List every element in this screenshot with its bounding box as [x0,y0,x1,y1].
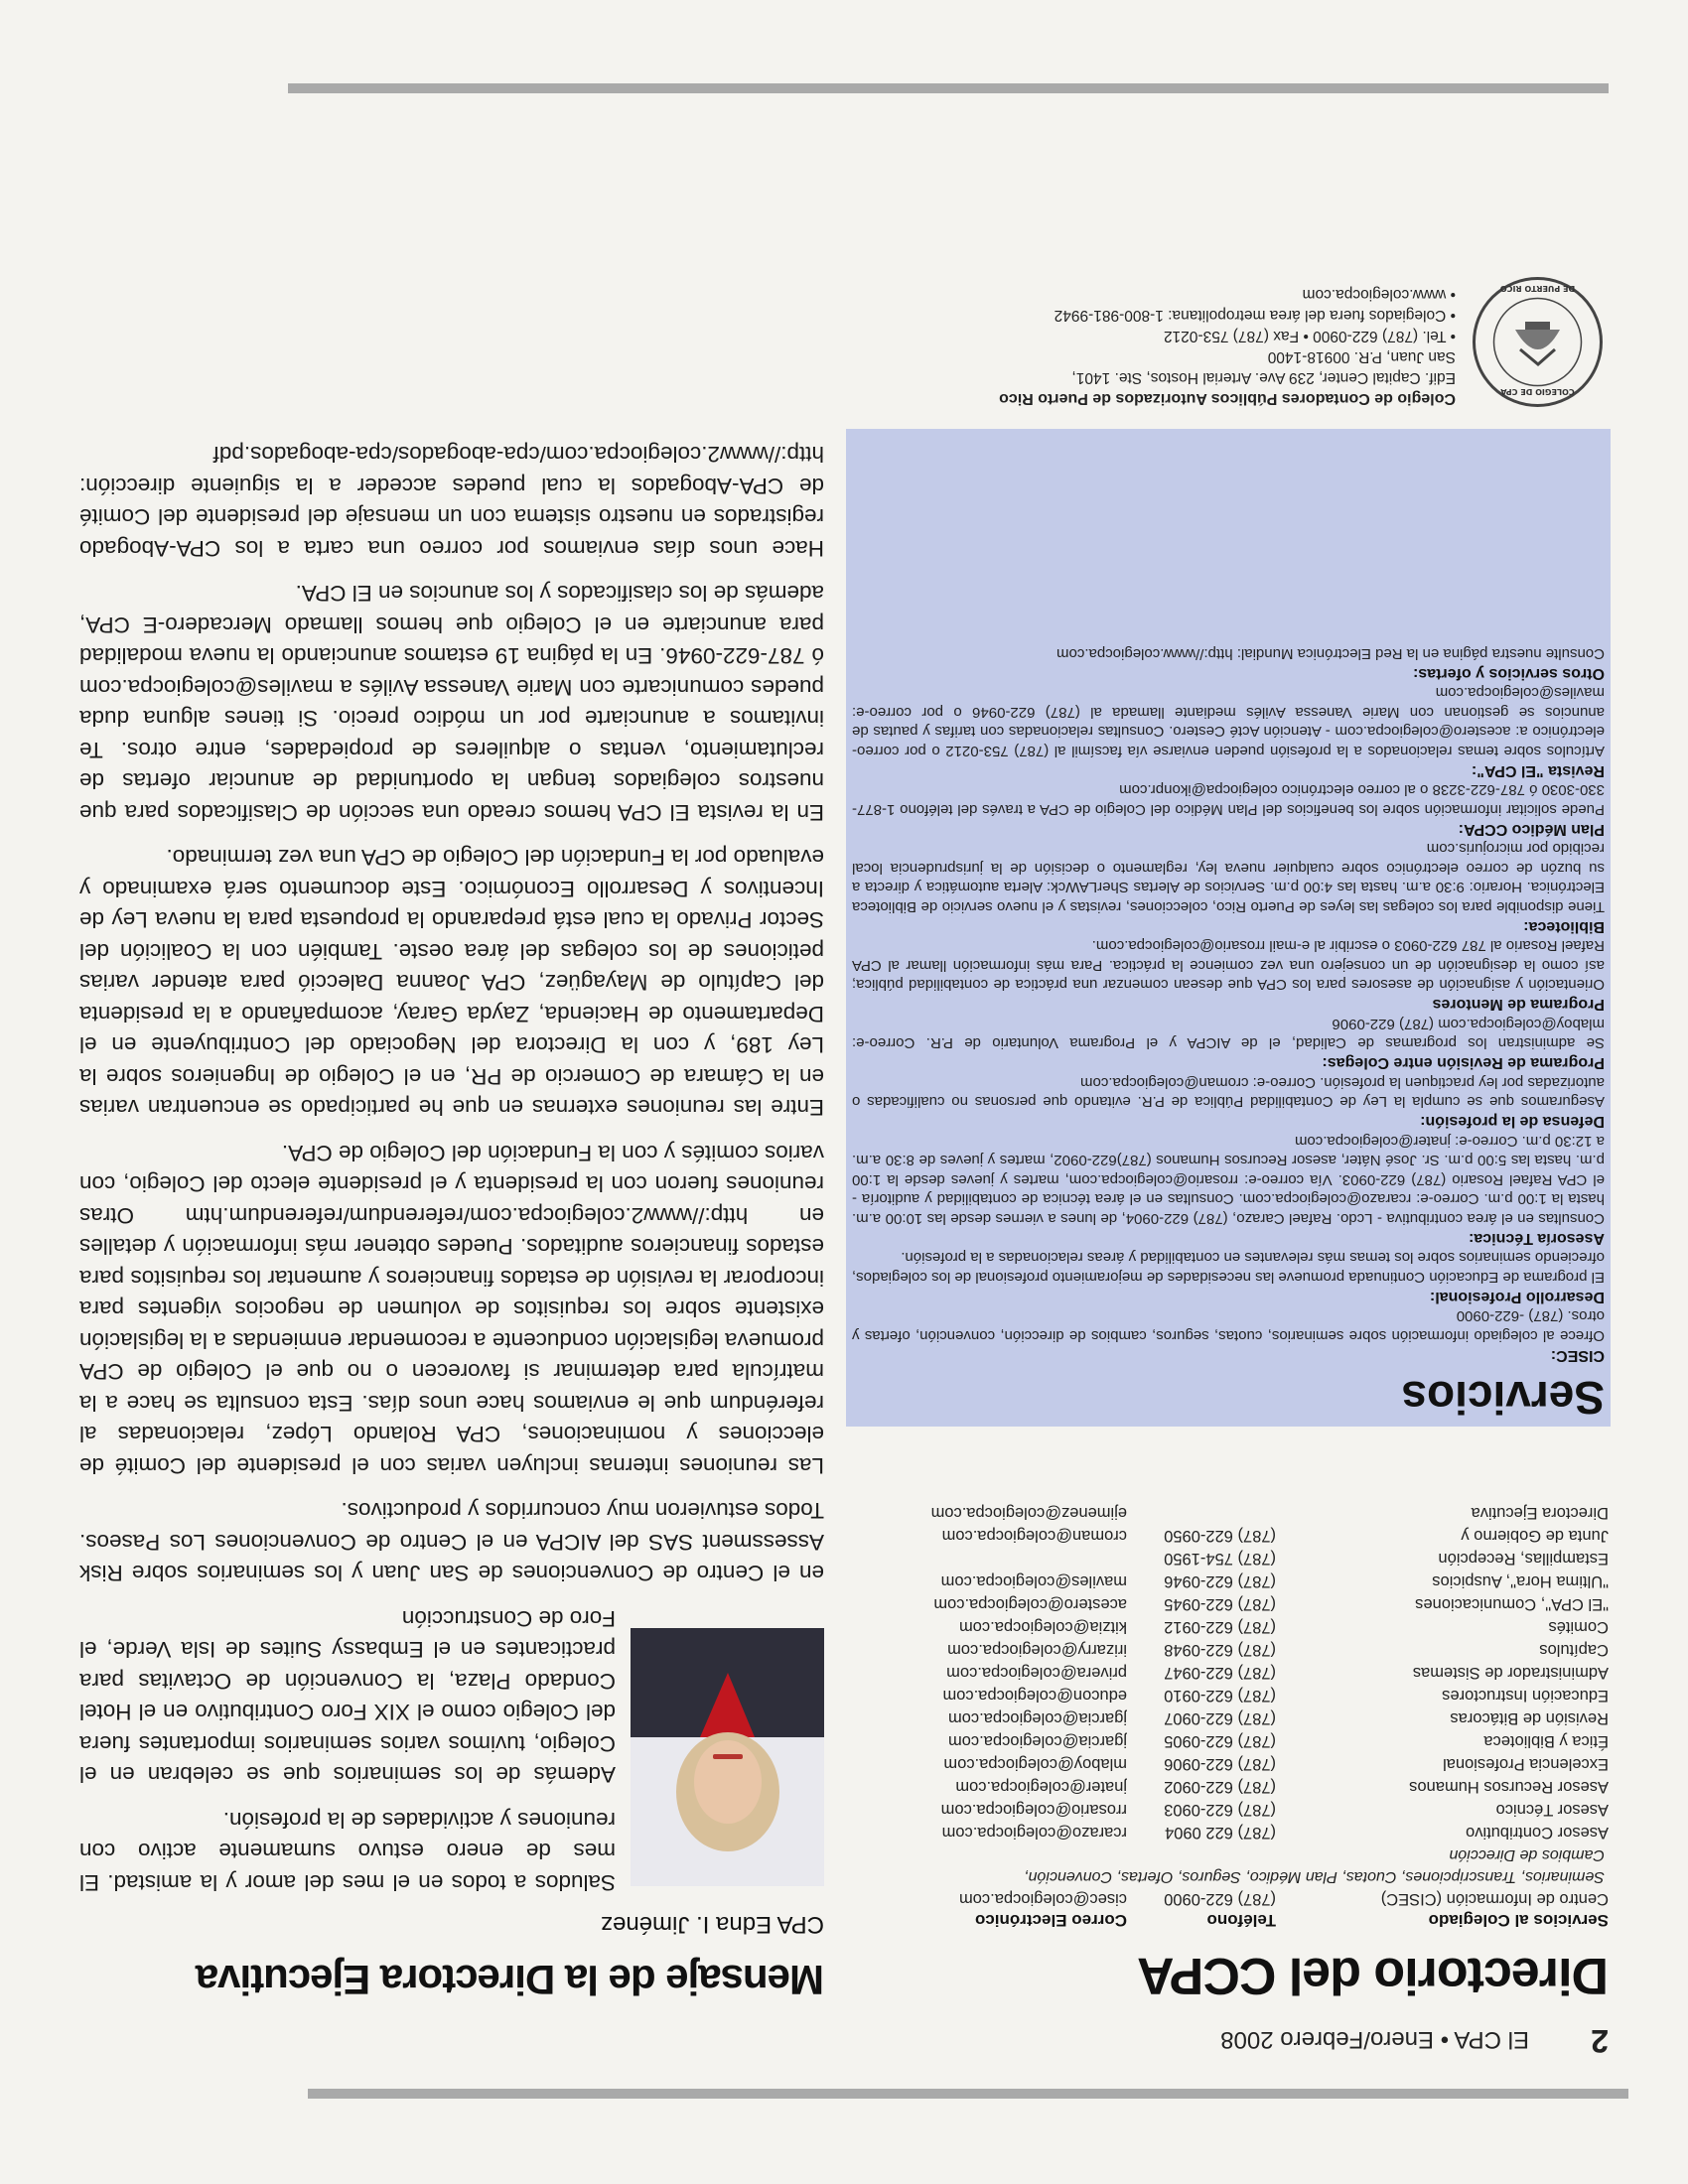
svg-text:COLEGIO DE CPA: COLEGIO DE CPA [1500,387,1575,396]
directory-service-name: Revisión de Bitácoras [1450,1709,1609,1727]
directory-phone: (787) 622-0902 [1164,1778,1276,1796]
directory-row [854,1638,1609,1661]
svg-text:DE PUERTO RICO: DE PUERTO RICO [1499,284,1576,293]
directory-email[interactable]: privera@colegiocpa.com [946,1664,1127,1682]
directory-phone: (787) 622-0946 [1164,1572,1276,1590]
directory-email[interactable]: irizarry@colegiocpa.com [947,1641,1127,1659]
directory-service-name: Comités [1548,1618,1609,1636]
directory-phone: (787) 622-0945 [1164,1595,1276,1613]
directory-row [854,1547,1609,1570]
service-text: El programa de Educación Continuada promueve las necesidades de mejoramiento profesional de los colegiados, ofreciendo seminarios sobre los temas más relevantes en contabilidad y áreas relacionadas a la profesión. [852,1249,1605,1286]
directory-phone: (787) 622-0912 [1164,1618,1276,1636]
service-heading: Plan Médico CCPA: [1458,821,1605,838]
service-text: Tiene disponible para los colegas las leyes de Puerto Rico, colecciones, revistas y el nuevo servicio de Biblioteca Electrónica. Horario: 9:30 a.m. hasta las 4:00 p.m. Servicios de Alertas SherLAWck: Alerta automática y directa a su buzón de correo electrónico sobre cualquier nueva ley, reglamento o decisión de la jurisprudencia local recibido por microjuris.com [852,840,1605,915]
directory-service-name: Junta de Gobierno y [1461,1527,1609,1545]
service-heading: Otros servicios y ofertas: [1413,665,1605,682]
directory-email[interactable]: ejimenez@colegiocpa.com [930,1504,1127,1522]
service-heading: Desarrollo Profesional: [1429,1289,1605,1305]
service-heading: CISEC: [1550,1347,1605,1364]
colegio-phones: • Tel. (787) 622-0900 • Fax (787) 753-0212 [1163,328,1456,344]
page-number: 2 [1591,2023,1609,2059]
directory-email[interactable]: acestero@colegiocpa.com [933,1595,1127,1613]
colegio-address-1: Edif. Capital Center, 239 Ave. Arterial Hostos, Ste. 1401, [1071,369,1456,386]
directory-email[interactable]: jgarcia@colegiocpa.com [947,1732,1127,1750]
directory-email[interactable]: jnater@colegiocpa.com [955,1778,1127,1796]
directory-row [854,1592,1609,1615]
directory-phone: (787) 622-0903 [1164,1801,1276,1819]
service-heading: Programa de Revisión entre Colegas: [1322,1054,1605,1072]
service-text: Aseguramos que se cumpla la Ley de Contabilidad Pública de P.R. evitando que personas no cualificadas o autorizadas por ley practiquen la profesión. Correo-e: croman@colegiocpa.com [852,1074,1605,1111]
directory-row [854,1684,1609,1706]
directory-email[interactable]: kitzia@colegiocpa.com [959,1618,1127,1636]
service-heading: Revista "El CPA": [1471,762,1605,779]
directory-service-name: Ética y Biblioteca [1483,1732,1609,1750]
colegio-address-2: San Juan, P.R. 00918-1400 [1267,348,1456,365]
issue-line: El CPA • Enero/Febrero 2008 [1220,2026,1529,2053]
service-text: Orientación y asignación de asesores para los CPA que desean comenzar una práctica de contabilidad pública; así como la designación de un consejero una vez comience la práctica. Para más información llamar al CPA Rafael Rosario al 787 622-0903 o escribir al e-mail rrosario@colegiocpa.com. [852,937,1605,994]
directory-note: Seminarios, Transcripciones, Cuotas, Plan Médico, Seguros, Ofertas, Convención, [1024,1868,1605,1885]
directory-phone: (787) 754-1950 [1164,1550,1276,1568]
top-rule [308,2089,1628,2099]
directory-row [854,1615,1609,1638]
directory-email[interactable]: rrosario@colegiocpa.com [940,1801,1127,1819]
directory-service-name: Centro de Información (CISEC) [1380,1890,1609,1908]
directory-service-name: Educación Instructores [1442,1687,1609,1705]
service-text: Ofrece al colegiado información sobre seminarios, cuotas, seguros, cambios de dirección, convención, ofertas y otros. (787) -622-0900 [852,1307,1605,1344]
directory-phone: (787) 622-0910 [1164,1687,1276,1705]
directory-phone: (787) 622-0900 [1164,1890,1276,1908]
header-service: Servicios al Colegiado [1428,1911,1609,1930]
directory-service-name: Excelencia Profesional [1443,1755,1609,1773]
services-box [846,429,1611,1427]
directory-row [854,1729,1609,1752]
directory-row [854,1706,1609,1729]
service-heading: Defensa de la profesión: [1420,1113,1605,1131]
directory-phone: (787) 622 0904 [1165,1824,1276,1842]
directory-phone: (787) 622-0905 [1164,1732,1276,1750]
directory-service-name: Administrador de Sistemas [1412,1664,1609,1682]
directory-row [854,1821,1609,1843]
directory-service-name: Asesor Contributivo [1466,1824,1609,1842]
service-heading: Asesoría Técnica: [1469,1230,1605,1247]
directory-header [854,1910,1609,1930]
bottom-rule [288,83,1609,93]
directory-service-name: Asesor Técnico [1495,1801,1609,1819]
directory-service-name: Directora Ejecutiva [1471,1504,1609,1522]
message-paragraph: Además de los seminarios que se celebran en el Colegio, tuvimos varios seminarios importantes fuera del Colegio como el XIX Foro Contributivo en el Hotel Condado Plaza, la Convención de Octavitas para practicantes en el Embassy Suites de Isla Verde, el Foro de Construcción [79,1606,616,1788]
directory-row [854,1775,1609,1798]
directory-email[interactable]: rcarazo@colegiocpa.com [941,1824,1127,1842]
message-paragraph: Saludos a todos en el mes del amor y la amistad. El mes de enero estuvo sumamente activo con reuniones y actividades de la profesión. [79,1808,616,1895]
colegio-toll-free: • Colegiados fuera del área metropolitana: 1-800-981-9942 [1054,307,1456,324]
message-paragraph: Hace unos días enviamos por correo una carta a los CPA-Abogado registrados en nuestro sistema con un mensaje del presidente del Comité de CPA-Abogados la cual puedes acceder a la siguiente dirección: http://www2.colegiocpa.com/cpa-abogados/cpa-abogados.pdf [79,442,824,561]
directory-phone: (787) 622-0907 [1164,1709,1276,1727]
services-list [852,644,1605,1366]
service-text: Se administran los programas de Calidad, el de AICPA y el Programa Voluntario de P.R. Correo-e: mlaboy@colegiocpa.com (787) 622-0906 [852,1016,1605,1052]
directory-note: Cambios de Dirección [1449,1846,1605,1863]
directory-email[interactable]: croman@colegiocpa.com [941,1527,1127,1545]
colegio-contact [850,284,1456,409]
directory-title: Directorio del CCPA [1137,1947,1609,2004]
message-paragraph: En la revista El CPA hemos creado una sección de Clasificados para que nuestros colegiados tengan la oportunidad de anunciar ofertas de reclutamiento, ventas o alquileres de propiedades, entre otros. Te invitamos a anunciarte por un módico precio. Si tienes alguna duda puedes comunicarte con Marie Vanessa Avilés a maviles@colegiocpa.com ó 787-622-0946. En la página 19 estamos anunciando la nueva modalidad para anunciarte en el Colegio que hemos llamado Mercadero-E CPA, además de los clasificados y los anuncios en El CPA. [79,581,824,825]
directory-phone: (787) 622-0950 [1164,1527,1276,1545]
services-title: Servicios [1401,1372,1605,1424]
directory-rows [854,1501,1609,1910]
header-email: Correo Electrónico [974,1911,1127,1930]
directory-phone: (787) 622-0906 [1164,1755,1276,1773]
colegio-seal-icon [1471,275,1605,409]
directory-email[interactable]: maviles@colegiocpa.com [940,1572,1127,1590]
service-text: Consultas en el área contributiva - Lcdo. Rafael Carazo, (787) 622-0904, de lunes a viernes desde las 10:00 a.m. hasta la 1:00 p.m. Correo-e: rcarazo@colegiocpa.com. Consultas en el área técnica de contabilidad y auditoría - el CPA Rafael Rosario (787) 622-0903. Vía correo-e: rrosario@colegiocpa.com, martes y jueves desde la 1:00 p.m. hasta las 5:00 p.m. Sr. José Náter, asesor Recursos Humanos (787)622-0902, martes y jueves de 8:30 a.m. a 12:30 p.m. Correo-e: jnater@colegiocpa.com [852,1133,1605,1227]
directory-row [854,1887,1609,1910]
directory-service-name: "Ultima Hora", Auspicios [1432,1572,1609,1590]
message-body [79,439,824,1481]
directory-row [854,1752,1609,1775]
header-phone: Teléfono [1206,1911,1276,1930]
message-paragraph: Entre las reuniones externas en que he participado se encuentran varias en la Cámara de Comercio de PR, en el Colegio de Ingenieros sobre la Ley 189, y con la Directora del Negociado del Contribuyente en el Departamento de Hacienda, Zayda Garay, acompañando a la presidenta del Capítulo de Mayagüez, CPA Joanna Dalecció para atender varias peticiones de los colegas del área oeste. También con la Coalición del Sector Privado la cual está preparando la propuesta para la nueva Ley de Incentivos y Desarrollo Económico. Este documento será examinado y evaluado por la Fundación del Colegio de CPA una vez terminado. [79,845,824,1121]
directory-row [854,1501,1609,1524]
directory-service-name: Capítulos [1539,1641,1609,1659]
colegio-website[interactable]: • www.colegiocpa.com [1302,286,1456,303]
directory-row [854,1798,1609,1821]
message-author: CPA Edna I. Jiménez [601,1911,824,1938]
service-heading: Biblioteca: [1523,918,1605,935]
directory-phone [1127,1501,1276,1524]
directory-service-name: Asesor Recursos Humanos [1409,1778,1609,1796]
message-title: Mensaje de la Directora Ejecutiva [196,1957,824,2003]
directory-phone: (787) 622-0947 [1164,1664,1276,1682]
service-text: Consulte nuestra página en la Red Electrónica Mundial: http://www.colegiocpa.com [1056,645,1605,662]
service-heading: Programa de Mentores [1432,996,1605,1014]
directory-row [854,1524,1609,1547]
directory-row [854,1661,1609,1684]
service-text: Artículos sobre temas relacionados a la profesión pueden enviarse vía facsímil al (787) 753-0212 o por correo-electrónico a: acestero@colegiocpa.com - Atención Acté Cestero. Consultas relacionadas con tarifas y pautas de anuncios se gestionan con Marie Vanessa Avilés mediante llamada al (787) 622-0946 o por correo-e: maviles@colegiocpa.com [852,684,1605,759]
colegio-name: Colegio de Contadores Públicos Autorizados de Puerto Rico [999,390,1456,407]
directory-email[interactable]: cisec@colegiocpa.com [959,1890,1127,1908]
directory-service-name: Estampillas, Recepción [1438,1550,1609,1568]
directory-email[interactable]: jgarcia@colegiocpa.com [947,1709,1127,1727]
directory-email[interactable]: educon@colegiocpa.com [942,1687,1127,1705]
directory-email[interactable]: mlaboy@colegiocpa.com [943,1755,1127,1773]
directory-email[interactable] [854,1547,1127,1570]
colegio-info-block [850,250,1605,409]
directory-row [854,1570,1609,1592]
message-paragraph: en el Centro de Convenciones de San Juan y los seminarios sobre Risk Assessment SAS del AICPA en el Centro de Convenciones Los Paseos. Todos estuvieron muy concurridos y productivos. [79,1498,824,1586]
message-paragraph: Las reuniones internas incluyen varias con el presidente del Comité de elecciones y nominaciones, CPA Rolando López, relacionadas al referéndum que le enviamos hace unos días. Esta consulta se hace a la matrícula para determinar si favorecen o no que el Colegio de CPA promueva legislación conducente a recomendar enmiendas a la legislación existente sobre los requisitos de volumen de negocios vigentes para incorporar la revisión de estados financieros y aumentar los requisitos para estados financieros auditados. Puedes obtener más información y detalles en http://www2.colegiocpa.com/referendum/referendum.htm Otras reuniones fueron con la presidenta y el presidente electo del Colegio, con varios comités y con la Fundación del Colegio de CPA. [79,1141,824,1478]
message-section [79,139,824,2005]
directory-service-name: "El CPA", Comunicaciones [1415,1595,1609,1613]
service-text: Puede solicitar información sobre los beneficios del Plan Médico del Colegio de CPA a través del teléfono 1-877-330-3030 ó 787-622-3238 o al correo electrónico colegiocpa@ikonpr.com [852,781,1605,818]
directory-phone: (787) 622-0948 [1164,1641,1276,1659]
author-photo [631,1628,824,1886]
